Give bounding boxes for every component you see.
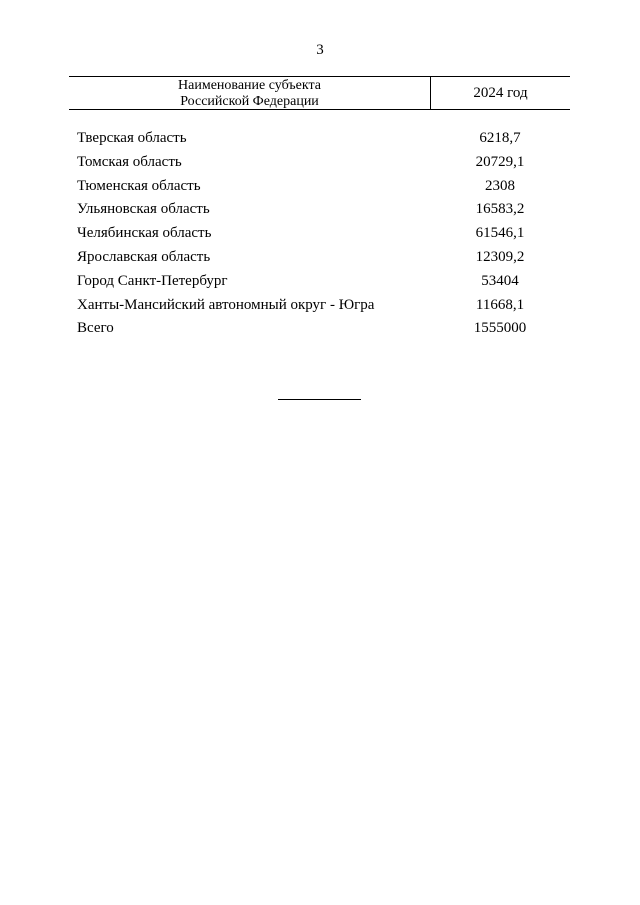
row-value: 16583,2: [475, 201, 525, 218]
table-row: [0, 175, 640, 199]
header-subject-name: [69, 78, 430, 110]
page-number: 3: [316, 42, 324, 58]
row-subject-name: Ярославская область: [77, 248, 211, 265]
table-row: [0, 294, 640, 318]
row-subject-name: Ульяновская область: [77, 201, 210, 218]
row-subject-name: Всего: [77, 320, 114, 337]
row-value: 6218,7: [479, 130, 521, 146]
row-subject-name: Тверская область: [77, 130, 187, 146]
table-row: [0, 222, 640, 246]
header-subject-name-line1: Наименование субъекта: [178, 78, 321, 93]
table-row: [0, 246, 640, 270]
row-subject-name: Ханты-Мансийский автономный округ - Югра: [77, 296, 375, 313]
table-row: [0, 151, 640, 175]
table-row-total: [0, 317, 640, 341]
table-body: [0, 127, 640, 341]
row-value: 11668,1: [475, 296, 525, 313]
row-value: 53404: [481, 272, 519, 289]
header-year: 2024 год: [473, 84, 528, 101]
row-value: 20729,1: [475, 153, 525, 170]
table-row: [0, 127, 640, 151]
header-subject-name-line2: Российской Федерации: [180, 94, 319, 109]
row-value: 2308: [485, 177, 515, 194]
table-row: [0, 198, 640, 222]
row-value: 61546,1: [475, 225, 525, 242]
row-subject-name: Томская область: [77, 153, 182, 170]
table-header: [69, 76, 570, 110]
row-subject-name: Город Санкт-Петербург: [77, 272, 228, 289]
row-value: 12309,2: [475, 248, 525, 265]
row-subject-name: Челябинская область: [77, 225, 212, 242]
row-value: 1555000: [473, 320, 527, 337]
row-subject-name: Тюменская область: [77, 177, 201, 194]
table-row: [0, 270, 640, 294]
end-of-document-line: [278, 399, 361, 400]
